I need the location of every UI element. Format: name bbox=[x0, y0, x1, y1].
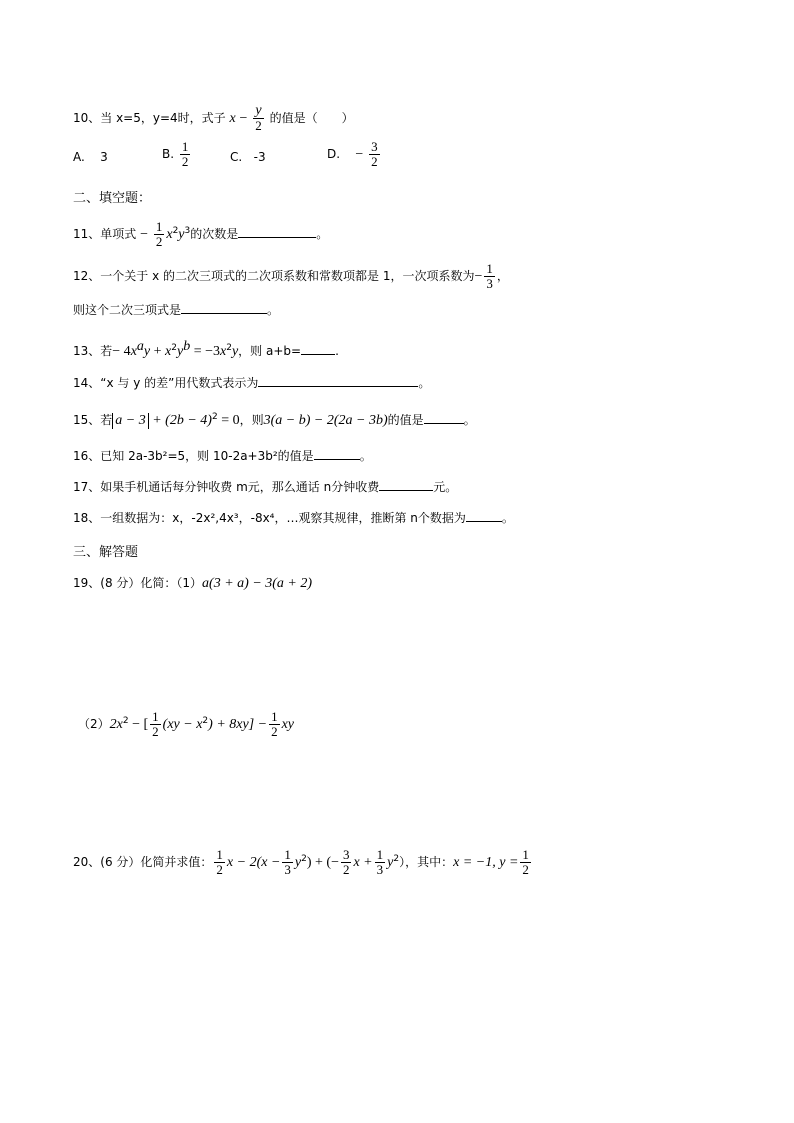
q13-x2: x bbox=[165, 344, 172, 359]
q12-end2: 。 bbox=[267, 303, 280, 317]
q11-x-exp: 2 bbox=[172, 226, 179, 236]
q13-exp-a: a bbox=[136, 339, 144, 354]
q19b-p2: − [ bbox=[128, 717, 149, 732]
q16-end: 。 bbox=[359, 449, 372, 463]
question-10 bbox=[73, 104, 354, 133]
q12-sign: − bbox=[474, 269, 483, 284]
option-a-label: A. bbox=[73, 150, 85, 164]
q19b-p3-exp: 2 bbox=[202, 716, 209, 726]
q10-frac-den: 2 bbox=[255, 118, 262, 133]
q17-end: 元。 bbox=[433, 480, 458, 494]
q10-option-a bbox=[73, 150, 108, 164]
q20-b: y bbox=[294, 855, 302, 870]
q14-text: 14、“x 与 y 的差”用代数式表示为 bbox=[73, 376, 259, 390]
q15-eq: = 0 bbox=[217, 413, 240, 428]
question-17 bbox=[73, 478, 457, 496]
q11-text: 11、单项式 bbox=[73, 227, 137, 241]
q19b-num: 1 bbox=[152, 709, 159, 724]
section-fill-blank: 二、填空题： bbox=[73, 191, 152, 206]
q12-den: 3 bbox=[486, 276, 493, 291]
q15-abs: a − 3 bbox=[112, 413, 148, 429]
q18-text: 18、一组数据为：x，-2x²,4x³，-8x⁴，…观察其规律，推断第 n个数据为 bbox=[73, 511, 466, 525]
q13-tail: ，则 a+b= bbox=[238, 344, 302, 358]
q20-text: 20、(6 分）化简并求值： bbox=[73, 855, 213, 869]
question-18 bbox=[73, 509, 514, 527]
q20-a: x − 2(x − bbox=[226, 855, 281, 870]
q15-exp: 2 bbox=[211, 412, 218, 422]
question-14 bbox=[73, 374, 430, 392]
q15-mid: ，则 bbox=[239, 413, 264, 427]
question-16 bbox=[73, 447, 372, 465]
q11-sign: − bbox=[140, 227, 149, 242]
option-a-value: 3 bbox=[100, 150, 108, 164]
q13-x1: x bbox=[130, 344, 137, 359]
q10-frac-num: y bbox=[253, 104, 264, 119]
q17-answer-blank[interactable] bbox=[379, 478, 433, 491]
q20-num5: 1 bbox=[522, 847, 529, 862]
q20-den2: 3 bbox=[284, 862, 291, 877]
q19-expr: a(3 + a) − 3(a + 2) bbox=[202, 576, 313, 591]
q20-fraction3 bbox=[341, 848, 352, 877]
q12-line2: 则这个二次三项式是 bbox=[73, 303, 182, 317]
q15-rest: + (2b − 4) bbox=[148, 413, 212, 428]
q13-y3: y bbox=[231, 344, 239, 359]
q15-end: 。 bbox=[463, 413, 476, 427]
q20-c: ) + (− bbox=[306, 855, 339, 870]
q10-var-x: x bbox=[229, 111, 236, 126]
q19b-label: （2） bbox=[78, 717, 110, 731]
q13-y2: y bbox=[176, 344, 184, 359]
q20-den3: 2 bbox=[342, 862, 350, 877]
q19b-den: 2 bbox=[152, 724, 159, 739]
q10-tail: 的值是（ ） bbox=[269, 111, 354, 125]
option-b-fraction bbox=[180, 140, 191, 169]
q11-fraction bbox=[154, 220, 165, 249]
option-c-value: -3 bbox=[253, 150, 266, 164]
q12-end: ， bbox=[496, 269, 509, 283]
q20-d: x + bbox=[353, 855, 373, 870]
option-b-num: 1 bbox=[181, 139, 189, 154]
q19b-num2: 1 bbox=[271, 709, 278, 724]
q16-text: 16、已知 2a-3b²=5，则 10-2a+3b²的值是 bbox=[73, 449, 314, 463]
q10-text: 10、当 x=5，y=4时，式子 bbox=[73, 111, 226, 125]
q15-answer-blank[interactable] bbox=[424, 411, 464, 424]
q12-answer-blank[interactable] bbox=[181, 301, 267, 314]
q18-end: 。 bbox=[501, 511, 514, 525]
section-solve: 三、解答题 bbox=[73, 545, 139, 560]
option-b-label: B. bbox=[162, 147, 175, 161]
q20-f: ） bbox=[399, 855, 406, 869]
q19b-den2: 2 bbox=[271, 724, 278, 739]
q13-end: . bbox=[335, 344, 339, 358]
q19b-p1-exp: 2 bbox=[122, 716, 129, 726]
q15-expr: 3(a − b) − 2(2a − 3b) bbox=[263, 413, 388, 428]
q19b-fraction2 bbox=[269, 710, 280, 739]
q20-fraction4 bbox=[375, 848, 386, 877]
q11-den: 2 bbox=[155, 234, 163, 249]
q13-answer-blank[interactable] bbox=[301, 342, 335, 355]
q12-fraction bbox=[484, 262, 495, 291]
q19b-p1: 2x bbox=[109, 717, 123, 732]
q12-num: 1 bbox=[486, 261, 493, 276]
q19b-p5: xy bbox=[281, 717, 295, 732]
question-19-part2 bbox=[78, 710, 294, 739]
q10-option-c bbox=[230, 150, 266, 164]
q20-num1: 1 bbox=[216, 847, 223, 862]
q19b-p4: ) + 8xy] − bbox=[208, 717, 268, 732]
q10-option-b bbox=[162, 140, 192, 169]
q12-text: 12、一个关于 x 的二次三项式的二次项系数和常数项都是 1，一次项系数为 bbox=[73, 269, 475, 283]
q10-minus: − bbox=[239, 111, 248, 126]
q11-answer-blank[interactable] bbox=[238, 225, 316, 238]
q15-text: 15、若 bbox=[73, 413, 113, 427]
q11-end: 。 bbox=[316, 227, 329, 241]
q11-num: 1 bbox=[155, 219, 163, 234]
q13-exp2: 2 bbox=[171, 343, 177, 353]
q20-num2: 1 bbox=[284, 847, 291, 862]
q15-tail: 的值是 bbox=[387, 413, 424, 427]
q10-fraction bbox=[253, 104, 264, 133]
q11-x: x bbox=[166, 227, 173, 242]
q19b-p3: (xy − x bbox=[162, 717, 203, 732]
question-19 bbox=[73, 574, 312, 593]
q20-e-exp: 2 bbox=[393, 854, 400, 864]
option-d-den: 2 bbox=[371, 154, 378, 169]
q13-x3: x bbox=[220, 344, 227, 359]
option-d-sign: − bbox=[355, 147, 364, 162]
q20-den1: 2 bbox=[216, 862, 223, 877]
question-15 bbox=[73, 408, 476, 430]
q20-den5: 2 bbox=[522, 862, 529, 877]
question-13 bbox=[73, 338, 339, 361]
option-d-num: 3 bbox=[371, 139, 378, 154]
q19-text: 19、(8 分）化简：（1） bbox=[73, 576, 203, 590]
q13-exp3: 2 bbox=[226, 343, 232, 353]
q13-exp-b: b bbox=[183, 339, 191, 354]
question-11 bbox=[73, 220, 328, 249]
q20-where: ，其中： bbox=[405, 855, 454, 869]
q17-text: 17、如果手机通话每分钟收费 m元，那么通话 n分钟收费 bbox=[73, 480, 380, 494]
option-b-den: 2 bbox=[181, 154, 189, 169]
option-d-fraction bbox=[369, 140, 380, 169]
q13-eq: = −3 bbox=[190, 344, 220, 359]
q20-num3: 3 bbox=[342, 847, 350, 862]
q10-option-d bbox=[327, 140, 382, 169]
q20-cond: x = −1, y = bbox=[453, 855, 519, 870]
q13-text: 13、若 bbox=[73, 344, 113, 358]
question-12-line2 bbox=[73, 301, 279, 319]
option-c-label: C. bbox=[230, 150, 243, 164]
q13-coef: − 4 bbox=[112, 344, 131, 359]
q11-y-exp: 3 bbox=[184, 226, 191, 236]
q20-num4: 1 bbox=[376, 847, 384, 862]
q13-y1: y bbox=[143, 344, 151, 359]
q13-plus: + bbox=[150, 344, 166, 359]
question-20 bbox=[73, 848, 533, 877]
q20-fraction1 bbox=[214, 848, 225, 877]
q19b-fraction1 bbox=[150, 710, 161, 739]
q20-fraction5 bbox=[520, 848, 531, 877]
q20-e: y bbox=[387, 855, 394, 870]
q14-end: 。 bbox=[418, 376, 431, 390]
q14-answer-blank[interactable] bbox=[258, 374, 418, 387]
option-d-label: D. bbox=[327, 147, 341, 161]
q16-answer-blank[interactable] bbox=[314, 447, 360, 460]
q18-answer-blank[interactable] bbox=[466, 509, 502, 522]
q20-b-exp: 2 bbox=[301, 854, 307, 864]
q11-tail: 的次数是 bbox=[190, 227, 239, 241]
q20-den4: 3 bbox=[376, 862, 384, 877]
q20-fraction2 bbox=[282, 848, 293, 877]
q11-y: y bbox=[178, 227, 185, 242]
question-12 bbox=[73, 262, 509, 291]
